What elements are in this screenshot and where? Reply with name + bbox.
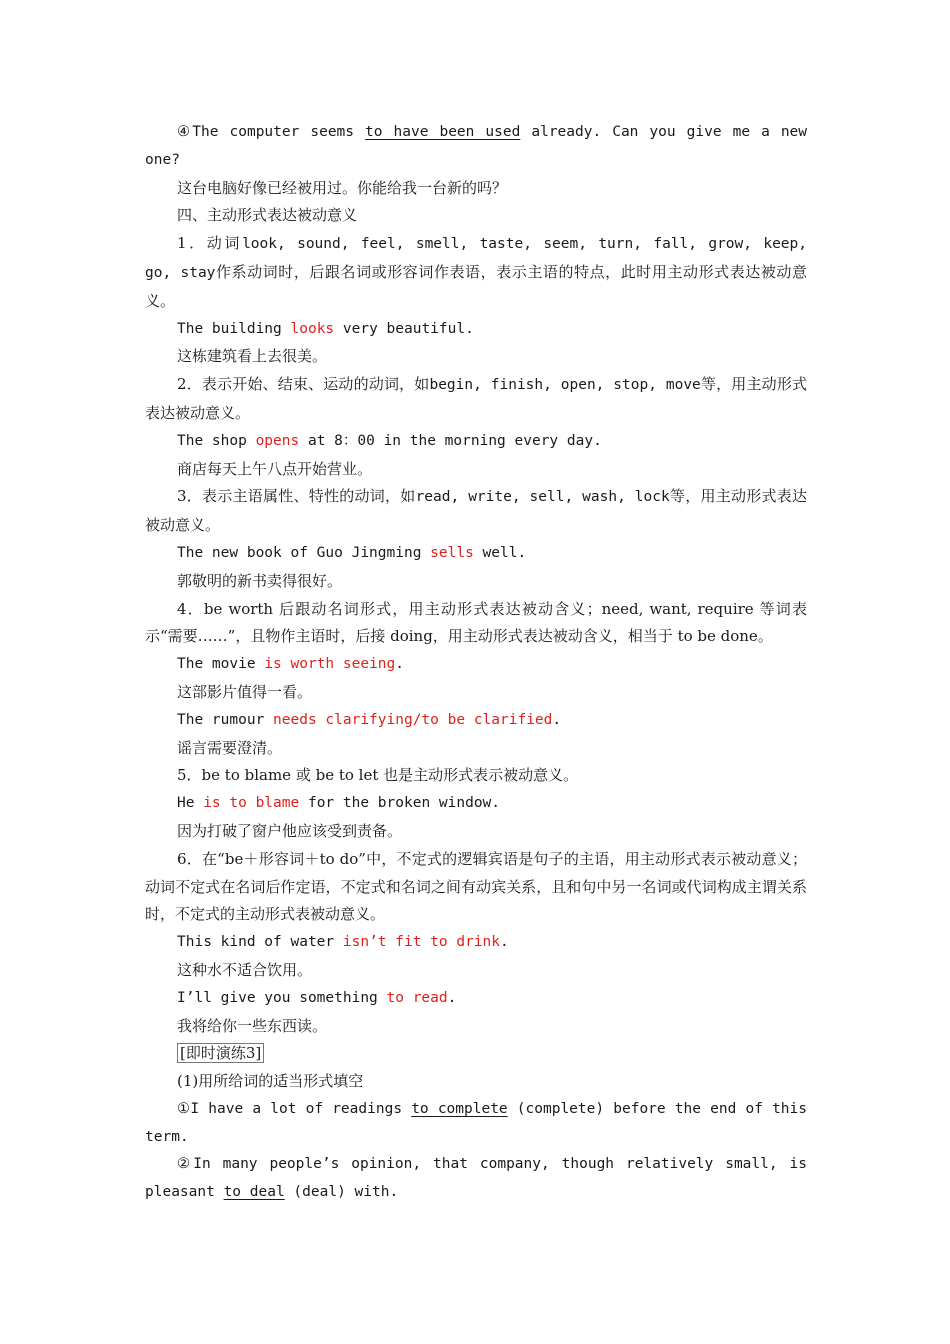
highlight: opens [255, 432, 300, 449]
highlight: to read [386, 989, 448, 1006]
example-sentence: The new book of Guo Jingming sells well. [177, 544, 527, 561]
document-page [145, 119, 807, 1207]
section-heading: 四、主动形式表达被动意义 [177, 206, 358, 225]
answer-underline: to complete [411, 1100, 508, 1117]
rule-1: 1．动词look, sound, feel, smell, taste, seem, turn, fall, grow, keep, go, stay作系动词时，后跟名词或形容词作表语，表示主语的特点，此时用主动形式表达被动意义。 [145, 234, 808, 310]
translation: 因为打破了窗户他应该受到责备。 [177, 821, 403, 840]
exercise-item: ①I have a lot of readings to complete (complete) before the end of this term. [145, 1100, 807, 1145]
answer-underline: to have been used [365, 124, 521, 140]
translation: 郭敬明的新书卖得很好。 [177, 571, 343, 590]
example-sentence: The rumour needs clarifying/to be clarified. [177, 711, 562, 728]
practice-instruction: (1)用所给词的适当形式填空 [177, 1072, 364, 1091]
practice-heading [145, 1040, 807, 1068]
highlight: looks [290, 320, 335, 337]
highlight: isn’t fit to drink [342, 934, 501, 951]
translation: 这种水不适合饮用。 [177, 960, 313, 979]
highlight: needs clarifying/to be clarified [273, 711, 553, 728]
example-sentence: ④The computer seems to have been used already. Can you give me a new one? [145, 124, 808, 168]
translation: 这栋建筑看上去很美。 [177, 347, 328, 366]
example-sentence: I’ll give you something to read. [177, 989, 457, 1006]
rule-4: 4．be worth 后跟动名词形式，用主动形式表达被动含义；need, want, require 等词表示“需要……”，且物作主语时，后接 doing，用主动形式表达被动含义，相当于 to be done。 [145, 599, 807, 646]
rule-2: 2．表示开始、结束、运动的动词，如begin, finish, open, stop, move等，用主动形式表达被动意义。 [145, 375, 807, 422]
translation: 这部影片值得一看。 [177, 682, 313, 701]
rule-3: 3．表示主语属性、特性的动词，如read, write, sell, wash, lock等，用主动形式表达被动意义。 [145, 487, 807, 535]
practice-label: [即时演练3] [177, 1043, 264, 1063]
example-sentence: The shop opens at 8：00 in the morning every day. [177, 432, 602, 449]
example-sentence: He is to blame for the broken window. [177, 795, 501, 812]
rule-5: 5．be to blame 或 be to let 也是主动形式表示被动意义。 [177, 766, 579, 785]
highlight: is to blame [203, 795, 300, 812]
translation: 商店每天上午八点开始营业。 [177, 459, 373, 478]
exercise-item: ②In many people’s opinion, that company, though relatively small, is pleasant to deal (deal) with. [145, 1156, 807, 1201]
translation: 我将给你一些东西读。 [177, 1016, 328, 1035]
translation: 谣言需要澄清。 [177, 738, 283, 757]
example-sentence: The building looks very beautiful. [177, 320, 474, 337]
translation: 这台电脑好像已经被用过。你能给我一台新的吗？ [177, 178, 508, 197]
answer-underline: to deal [223, 1184, 285, 1201]
highlight: is worth seeing [264, 656, 396, 673]
highlight: sells [430, 544, 474, 561]
example-sentence: This kind of water isn’t fit to drink. [177, 934, 509, 951]
example-sentence: The movie is worth seeing. [177, 656, 404, 673]
rule-6: 6．在“be＋形容词＋to do”中，不定式的逻辑宾语是句子的主语，用主动形式表示被动意义；动词不定式在名词后作定语，不定式和名词之间有动宾关系，且和句中另一名词或代词构成主谓关系时，不定式的主动形式表被动意义。 [145, 849, 807, 924]
